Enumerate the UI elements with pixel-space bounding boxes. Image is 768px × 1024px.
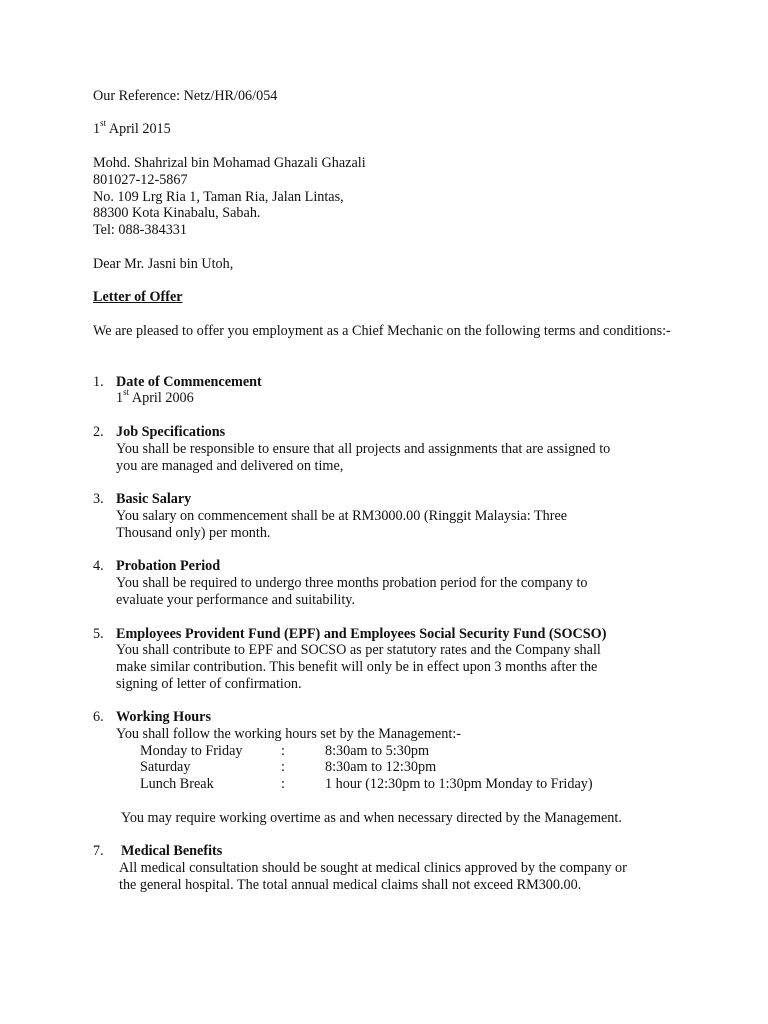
recipient-address-line-2: 88300 Kota Kinabalu, Sabah. xyxy=(93,205,261,221)
item-title-commencement: Date of Commencement xyxy=(116,374,262,390)
item-number: 4. xyxy=(93,558,104,574)
item-text-line: make similar contribution. This benefit will only be in effect upon 3 months after the xyxy=(116,659,598,675)
schedule-time: 8:30am to 5:30pm xyxy=(325,743,430,759)
item-title-job-specifications: Job Specifications xyxy=(116,424,226,440)
item-number: 2. xyxy=(93,424,104,440)
commencement-rest: April 2006 xyxy=(129,390,194,406)
schedule-time: 8:30am to 12:30pm xyxy=(325,759,437,775)
item-title-basic-salary: Basic Salary xyxy=(116,491,192,507)
item-number: 1. xyxy=(93,374,104,390)
item-number: 7. xyxy=(93,843,104,859)
item-text-line: All medical consultation should be sought at medical clinics approved by the company or xyxy=(119,860,627,876)
item-title-working-hours: Working Hours xyxy=(116,709,211,725)
letter-date xyxy=(93,118,171,138)
schedule-day: Monday to Friday xyxy=(140,743,243,759)
recipient-tel: Tel: 088-384331 xyxy=(93,222,187,238)
intro-paragraph: We are pleased to offer you employment as a Chief Mechanic on the following terms and conditions:- xyxy=(93,323,671,339)
item-text-line: evaluate your performance and suitability. xyxy=(116,592,355,608)
commencement-suffix: st xyxy=(123,387,130,398)
item-text-line: you are managed and delivered on time, xyxy=(116,458,344,474)
reference-line: Our Reference: Netz/HR/06/054 xyxy=(93,88,278,104)
item-text-line: Thousand only) per month. xyxy=(116,525,271,541)
schedule-time: 1 hour (12:30pm to 1:30pm Monday to Friday) xyxy=(325,776,593,792)
item-text-line: You salary on commencement shall be at RM3000.00 (Ringgit Malaysia: Three xyxy=(116,508,568,524)
date-day: 1 xyxy=(93,121,101,137)
item-text-line: You shall follow the working hours set by the Management:- xyxy=(116,726,461,742)
item-text-line: signing of letter of confirmation. xyxy=(116,676,302,692)
schedule-colon: : xyxy=(281,776,285,792)
letter-subject: Letter of Offer xyxy=(93,289,183,305)
recipient-name: Mohd. Shahrizal bin Mohamad Ghazali Ghazali xyxy=(93,155,366,171)
item-text-line: You shall be required to undergo three months probation period for the company to xyxy=(116,575,588,591)
item-number: 6. xyxy=(93,709,104,725)
item-title-medical-benefits: Medical Benefits xyxy=(121,843,223,859)
item-number: 3. xyxy=(93,491,104,507)
overtime-note: You may require working overtime as and when necessary directed by the Management. xyxy=(121,810,622,826)
schedule-colon: : xyxy=(281,759,285,775)
salutation: Dear Mr. Jasni bin Utoh, xyxy=(93,256,234,272)
recipient-ic: 801027-12-5867 xyxy=(93,172,188,188)
item-title-probation-period: Probation Period xyxy=(116,558,221,574)
recipient-address-line-1: No. 109 Lrg Ria 1, Taman Ria, Jalan Lintas, xyxy=(93,189,344,205)
schedule-day: Saturday xyxy=(140,759,191,775)
item-text-line: the general hospital. The total annual medical claims shall not exceed RM300.00. xyxy=(119,877,582,893)
item-title-epf-socso: Employees Provident Fund (EPF) and Employees Social Security Fund (SOCSO) xyxy=(116,626,607,642)
commencement-date xyxy=(116,387,194,407)
date-suffix: st xyxy=(100,118,107,129)
schedule-day: Lunch Break xyxy=(140,776,214,792)
item-text-line: You shall be responsible to ensure that all projects and assignments that are assigned to xyxy=(116,441,611,457)
item-text-line: You shall contribute to EPF and SOCSO as per statutory rates and the Company shall xyxy=(116,642,601,658)
commencement-day: 1 xyxy=(116,390,124,406)
item-number: 5. xyxy=(93,626,104,642)
date-rest: April 2015 xyxy=(106,121,171,137)
schedule-colon: : xyxy=(281,743,285,759)
